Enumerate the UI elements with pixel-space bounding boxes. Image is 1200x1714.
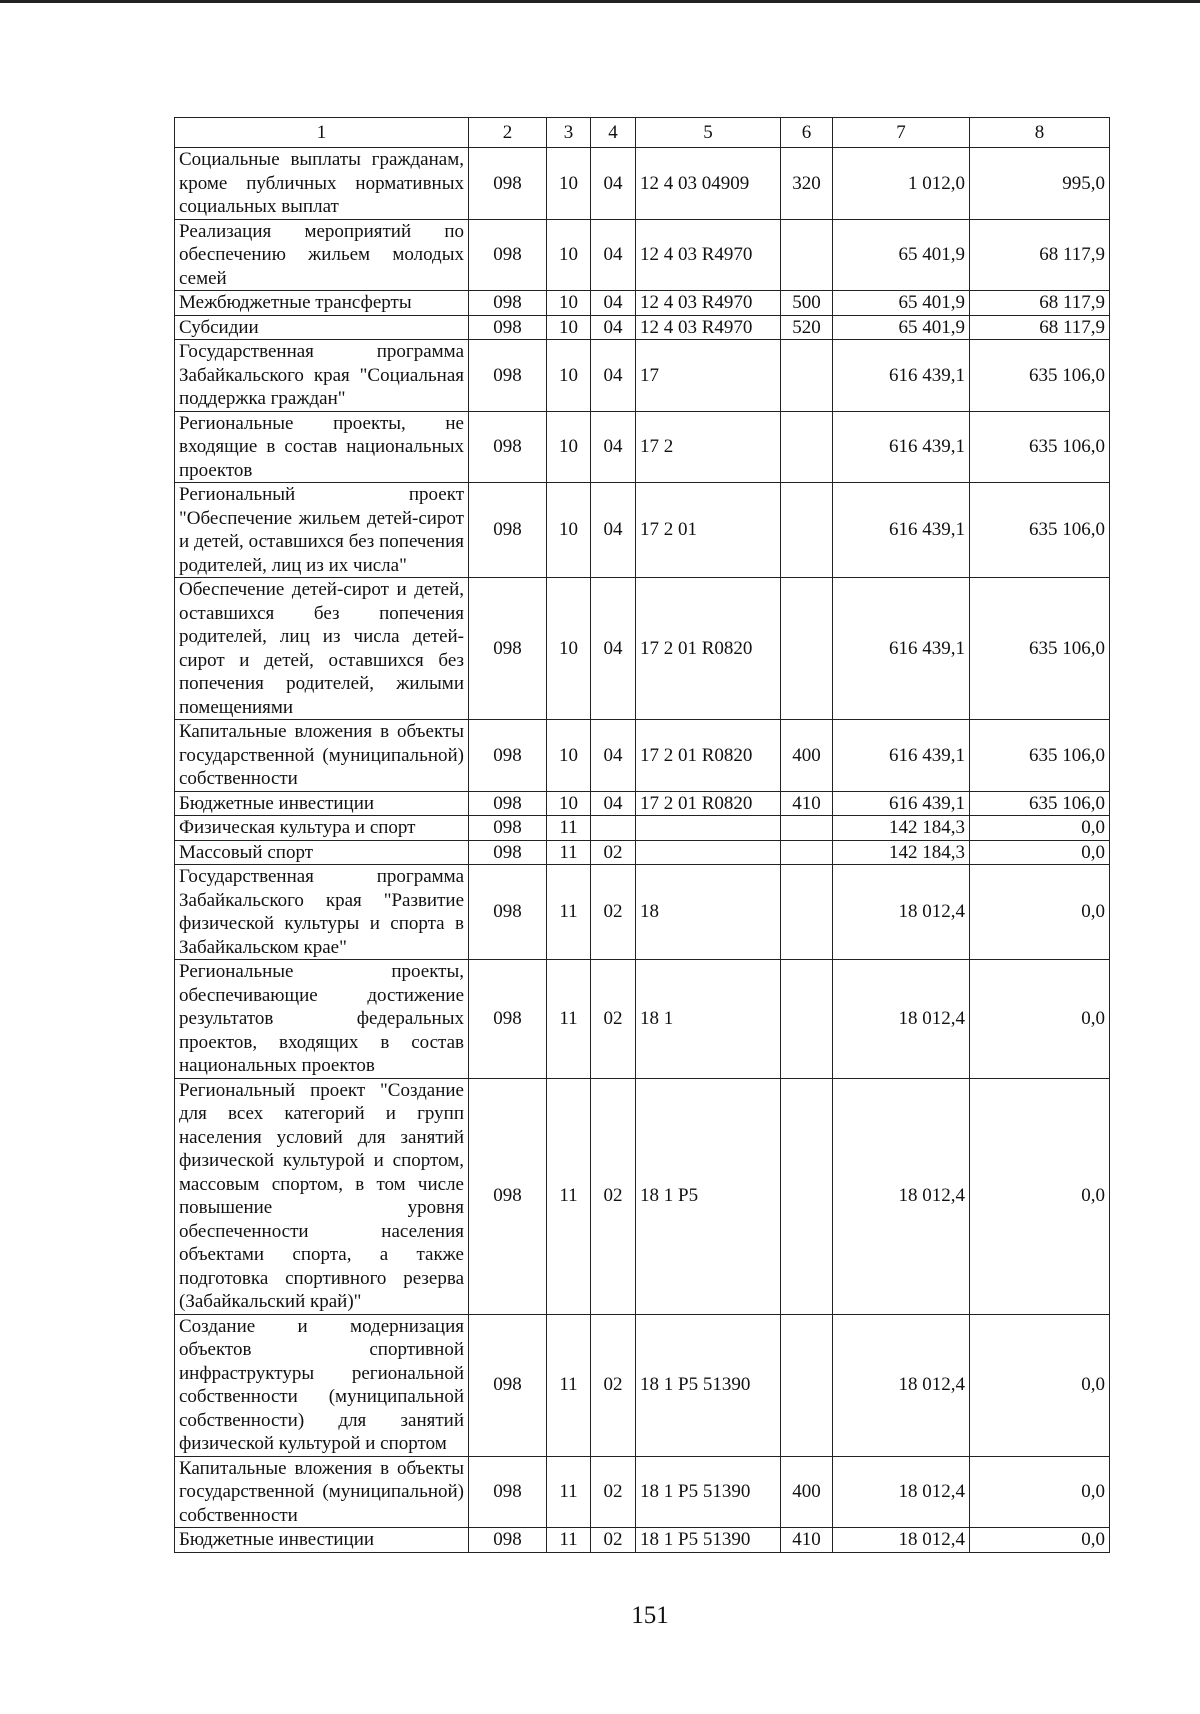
section-cell: 11: [547, 1078, 591, 1314]
ministry-code-cell: 098: [469, 720, 547, 792]
table-row: [175, 148, 1110, 220]
amount-col8-cell: 635 106,0: [970, 578, 1110, 720]
ministry-code-cell: 098: [469, 411, 547, 483]
subsection-cell: 02: [591, 1456, 636, 1528]
header-cell: 4: [591, 118, 636, 148]
expense-type-cell: [781, 411, 833, 483]
amount-col7-cell: 142 184,3: [833, 816, 970, 841]
section-cell: 10: [547, 315, 591, 340]
row-name-cell: Субсидии: [175, 315, 469, 340]
budget-table: [174, 117, 1110, 1553]
section-cell: 11: [547, 1528, 591, 1553]
section-cell: 10: [547, 291, 591, 316]
amount-col7-cell: 65 401,9: [833, 219, 970, 291]
amount-col7-cell: 18 012,4: [833, 1456, 970, 1528]
section-cell: 10: [547, 578, 591, 720]
amount-col8-cell: 68 117,9: [970, 219, 1110, 291]
target-article-cell: 18 1: [636, 960, 781, 1079]
ministry-code-cell: 098: [469, 578, 547, 720]
target-article-cell: 18: [636, 865, 781, 960]
subsection-cell: 04: [591, 291, 636, 316]
expense-type-cell: 410: [781, 791, 833, 816]
expense-type-cell: [781, 1078, 833, 1314]
amount-col8-cell: 635 106,0: [970, 340, 1110, 412]
header-cell: 7: [833, 118, 970, 148]
table-row: [175, 1078, 1110, 1314]
header-cell: 6: [781, 118, 833, 148]
header-cell: 8: [970, 118, 1110, 148]
section-cell: 10: [547, 148, 591, 220]
row-name-cell: Государственная программа Забайкальского края "Развитие физической культуры и спорта в Забайкальском крае": [175, 865, 469, 960]
amount-col8-cell: 0,0: [970, 1314, 1110, 1456]
amount-col7-cell: 18 012,4: [833, 865, 970, 960]
amount-col7-cell: 18 012,4: [833, 960, 970, 1079]
ministry-code-cell: 098: [469, 840, 547, 865]
subsection-cell: 02: [591, 865, 636, 960]
amount-col8-cell: 0,0: [970, 865, 1110, 960]
subsection-cell: 02: [591, 1078, 636, 1314]
amount-col8-cell: 68 117,9: [970, 315, 1110, 340]
table-row: [175, 840, 1110, 865]
target-article-cell: [636, 816, 781, 841]
section-cell: 11: [547, 1314, 591, 1456]
table-row: [175, 960, 1110, 1079]
row-name-cell: Государственная программа Забайкальского края "Социальная поддержка граждан": [175, 340, 469, 412]
ministry-code-cell: 098: [469, 340, 547, 412]
expense-type-cell: [781, 960, 833, 1079]
subsection-cell: 04: [591, 720, 636, 792]
expense-type-cell: 520: [781, 315, 833, 340]
subsection-cell: 04: [591, 219, 636, 291]
section-cell: 11: [547, 840, 591, 865]
amount-col8-cell: 635 106,0: [970, 720, 1110, 792]
amount-col8-cell: 68 117,9: [970, 291, 1110, 316]
row-name-cell: Бюджетные инвестиции: [175, 791, 469, 816]
amount-col7-cell: 616 439,1: [833, 483, 970, 578]
row-name-cell: Межбюджетные трансферты: [175, 291, 469, 316]
row-name-cell: Капитальные вложения в объекты государственной (муниципальной) собственности: [175, 720, 469, 792]
section-cell: 11: [547, 816, 591, 841]
amount-col7-cell: 18 012,4: [833, 1528, 970, 1553]
section-cell: 10: [547, 483, 591, 578]
expense-type-cell: [781, 1314, 833, 1456]
table-row: [175, 1456, 1110, 1528]
target-article-cell: 18 1 P5 51390: [636, 1314, 781, 1456]
subsection-cell: 02: [591, 1314, 636, 1456]
header-row: [175, 118, 1110, 148]
header-cell: 5: [636, 118, 781, 148]
ministry-code-cell: 098: [469, 1528, 547, 1553]
target-article-cell: 18 1 P5 51390: [636, 1528, 781, 1553]
table-row: [175, 1314, 1110, 1456]
expense-type-cell: [781, 865, 833, 960]
amount-col7-cell: 142 184,3: [833, 840, 970, 865]
table-row: [175, 483, 1110, 578]
row-name-cell: Физическая культура и спорт: [175, 816, 469, 841]
target-article-cell: 12 4 03 R4970: [636, 219, 781, 291]
section-cell: 10: [547, 219, 591, 291]
header-cell: 1: [175, 118, 469, 148]
table-row: [175, 816, 1110, 841]
section-cell: 10: [547, 720, 591, 792]
row-name-cell: Обеспечение детей-сирот и детей, оставшихся без попечения родителей, лиц из числа детей-сирот и детей, оставшихся без попечения родителей, жилыми помещениями: [175, 578, 469, 720]
table-row: [175, 1528, 1110, 1553]
table-row: [175, 720, 1110, 792]
amount-col7-cell: 616 439,1: [833, 720, 970, 792]
subsection-cell: 04: [591, 791, 636, 816]
target-article-cell: 17: [636, 340, 781, 412]
table-row: [175, 340, 1110, 412]
section-cell: 11: [547, 865, 591, 960]
amount-col7-cell: 1 012,0: [833, 148, 970, 220]
ministry-code-cell: 098: [469, 315, 547, 340]
row-name-cell: Капитальные вложения в объекты государственной (муниципальной) собственности: [175, 1456, 469, 1528]
amount-col7-cell: 616 439,1: [833, 340, 970, 412]
section-cell: 10: [547, 791, 591, 816]
amount-col8-cell: 0,0: [970, 840, 1110, 865]
ministry-code-cell: 098: [469, 483, 547, 578]
subsection-cell: 02: [591, 1528, 636, 1553]
page-number: 151: [631, 1602, 669, 1629]
target-article-cell: 17 2: [636, 411, 781, 483]
subsection-cell: 02: [591, 960, 636, 1079]
subsection-cell: 04: [591, 340, 636, 412]
row-name-cell: Региональные проекты, не входящие в состав национальных проектов: [175, 411, 469, 483]
header-cell: 2: [469, 118, 547, 148]
section-cell: 10: [547, 340, 591, 412]
target-article-cell: 17 2 01: [636, 483, 781, 578]
amount-col7-cell: 18 012,4: [833, 1078, 970, 1314]
table-row: [175, 219, 1110, 291]
ministry-code-cell: 098: [469, 960, 547, 1079]
amount-col8-cell: 0,0: [970, 960, 1110, 1079]
expense-type-cell: 400: [781, 720, 833, 792]
expense-type-cell: 500: [781, 291, 833, 316]
expense-type-cell: 410: [781, 1528, 833, 1553]
ministry-code-cell: 098: [469, 816, 547, 841]
row-name-cell: Социальные выплаты гражданам, кроме публичных нормативных социальных выплат: [175, 148, 469, 220]
row-name-cell: Региональный проект "Обеспечение жильем детей-сирот и детей, оставшихся без попечения родителей, лиц из их числа": [175, 483, 469, 578]
ministry-code-cell: 098: [469, 1078, 547, 1314]
row-name-cell: Массовый спорт: [175, 840, 469, 865]
ministry-code-cell: 098: [469, 1314, 547, 1456]
table-row: [175, 315, 1110, 340]
expense-type-cell: 320: [781, 148, 833, 220]
ministry-code-cell: 098: [469, 791, 547, 816]
target-article-cell: [636, 840, 781, 865]
expense-type-cell: [781, 840, 833, 865]
section-cell: 11: [547, 1456, 591, 1528]
row-name-cell: Реализация мероприятий по обеспечению жильем молодых семей: [175, 219, 469, 291]
subsection-cell: [591, 816, 636, 841]
table-row: [175, 865, 1110, 960]
target-article-cell: 12 4 03 R4970: [636, 291, 781, 316]
row-name-cell: Создание и модернизация объектов спортивной инфраструктуры региональной собственности (муниципальной собственности) для занятий физической культурой и спортом: [175, 1314, 469, 1456]
ministry-code-cell: 098: [469, 219, 547, 291]
target-article-cell: 18 1 P5 51390: [636, 1456, 781, 1528]
section-cell: 11: [547, 960, 591, 1079]
ministry-code-cell: 098: [469, 865, 547, 960]
target-article-cell: 17 2 01 R0820: [636, 578, 781, 720]
amount-col8-cell: 0,0: [970, 1528, 1110, 1553]
table-row: [175, 291, 1110, 316]
expense-type-cell: 400: [781, 1456, 833, 1528]
scan-border: [0, 0, 1200, 3]
target-article-cell: 18 1 P5: [636, 1078, 781, 1314]
row-name-cell: Региональные проекты, обеспечивающие достижение результатов федеральных проектов, входящих в состав национальных проектов: [175, 960, 469, 1079]
expense-type-cell: [781, 578, 833, 720]
subsection-cell: 04: [591, 148, 636, 220]
row-name-cell: Региональный проект "Создание для всех категорий и групп населения условий для занятий физической культурой и спортом, массовым спортом, в том числе повышение уровня обеспеченности населения объектами спорта, а также подготовка спортивного резерва (Забайкальский край)": [175, 1078, 469, 1314]
subsection-cell: 02: [591, 840, 636, 865]
expense-type-cell: [781, 340, 833, 412]
expense-type-cell: [781, 483, 833, 578]
amount-col8-cell: 635 106,0: [970, 483, 1110, 578]
amount-col7-cell: 616 439,1: [833, 411, 970, 483]
subsection-cell: 04: [591, 315, 636, 340]
subsection-cell: 04: [591, 578, 636, 720]
expense-type-cell: [781, 219, 833, 291]
row-name-cell: Бюджетные инвестиции: [175, 1528, 469, 1553]
subsection-cell: 04: [591, 483, 636, 578]
section-cell: 10: [547, 411, 591, 483]
amount-col7-cell: 18 012,4: [833, 1314, 970, 1456]
amount-col7-cell: 616 439,1: [833, 791, 970, 816]
ministry-code-cell: 098: [469, 291, 547, 316]
amount-col7-cell: 65 401,9: [833, 315, 970, 340]
target-article-cell: 12 4 03 04909: [636, 148, 781, 220]
table-row: [175, 791, 1110, 816]
amount-col8-cell: 0,0: [970, 1078, 1110, 1314]
ministry-code-cell: 098: [469, 148, 547, 220]
amount-col8-cell: 995,0: [970, 148, 1110, 220]
amount-col8-cell: 635 106,0: [970, 411, 1110, 483]
amount-col8-cell: 0,0: [970, 816, 1110, 841]
table-row: [175, 578, 1110, 720]
amount-col7-cell: 616 439,1: [833, 578, 970, 720]
target-article-cell: 17 2 01 R0820: [636, 791, 781, 816]
target-article-cell: 17 2 01 R0820: [636, 720, 781, 792]
amount-col8-cell: 635 106,0: [970, 791, 1110, 816]
subsection-cell: 04: [591, 411, 636, 483]
expense-type-cell: [781, 816, 833, 841]
amount-col7-cell: 65 401,9: [833, 291, 970, 316]
ministry-code-cell: 098: [469, 1456, 547, 1528]
target-article-cell: 12 4 03 R4970: [636, 315, 781, 340]
table-row: [175, 411, 1110, 483]
amount-col8-cell: 0,0: [970, 1456, 1110, 1528]
header-cell: 3: [547, 118, 591, 148]
